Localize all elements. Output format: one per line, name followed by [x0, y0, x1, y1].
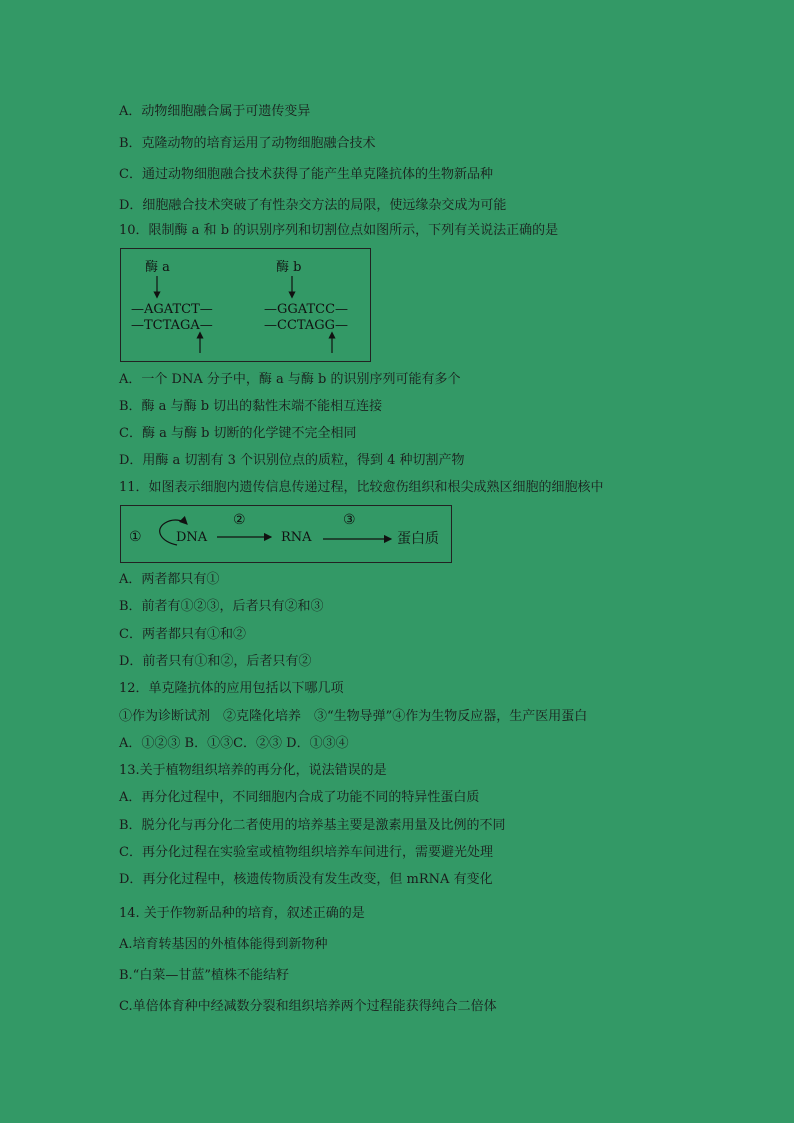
- enzyme-b-top-strand: —GGATCC—: [264, 302, 349, 317]
- q10-option-d: D．用酶 a 切割有 3 个识别位点的质粒，得到 4 种切割产物: [119, 453, 465, 468]
- rna-label: RNA: [281, 530, 312, 545]
- q14-option-c: C.单倍体育种中经减数分裂和组织培养两个过程能获得纯合二倍体: [119, 999, 497, 1014]
- q10-stem: 10．限制酶 a 和 b 的识别序列和切割位点如图所示，下列有关说法正确的是: [119, 223, 559, 238]
- q13-option-c: C．再分化过程在实验室或植物组织培养车间进行，需要避光处理: [119, 845, 493, 860]
- q10-option-a: A．一个 DNA 分子中，酶 a 与酶 b 的识别序列可能有多个: [119, 372, 461, 387]
- q9-option-c: C．通过动物细胞融合技术获得了能产生单克隆抗体的生物新品种: [119, 167, 493, 182]
- q13-option-a: A．再分化过程中，不同细胞内合成了功能不同的特异性蛋白质: [119, 790, 480, 805]
- dna-label: DNA: [176, 530, 208, 545]
- q12-options: A．①②③ B．①③C．②③ D．①③④: [119, 736, 349, 751]
- q10-enzyme-figure: [120, 248, 371, 362]
- q11-option-c: C．两者都只有①和②: [119, 627, 246, 642]
- circle-number-3: ③: [343, 512, 356, 528]
- enzyme-a-top-strand: —AGATCT—: [131, 302, 213, 317]
- q11-central-dogma-figure: [120, 505, 452, 563]
- q12-stem: 12．单克隆抗体的应用包括以下哪几项: [119, 681, 344, 696]
- q11-option-b: B．前者有①②③，后者只有②和③: [119, 599, 324, 614]
- q12-items: ①作为诊断试剂 ②克隆化培养 ③“生物导弹”④作为生物反应器，生产医用蛋白: [119, 709, 588, 724]
- q9-option-a: A．动物细胞融合属于可遗传变异: [119, 104, 311, 119]
- q14-option-b: B.“白菜—甘蓝”植株不能结籽: [119, 968, 289, 983]
- q10-option-b: B．酶 a 与酶 b 切出的黏性末端不能相互连接: [119, 399, 383, 414]
- enzyme-a-bottom-strand: —TCTAGA—: [131, 318, 213, 333]
- q13-option-b: B．脱分化与再分化二者使用的培养基主要是激素用量及比例的不同: [119, 818, 506, 833]
- circle-number-2: ②: [233, 512, 246, 528]
- enzyme-a-label: 酶 a: [145, 260, 170, 275]
- enzyme-b-bottom-strand: —CCTAGG—: [264, 318, 349, 333]
- q13-option-d: D．再分化过程中，核遗传物质没有发生改变，但 mRNA 有变化: [119, 872, 493, 887]
- q14-stem: 14. 关于作物新品种的培育，叙述正确的是: [119, 906, 365, 921]
- q11-option-d: D．前者只有①和②，后者只有②: [119, 654, 312, 669]
- q11-option-a: A．两者都只有①: [119, 572, 220, 587]
- q10-option-c: C．酶 a 与酶 b 切断的化学键不完全相同: [119, 426, 357, 441]
- q9-option-d: D．细胞融合技术突破了有性杂交方法的局限，使远缘杂交成为可能: [119, 198, 507, 213]
- q14-option-a: A.培育转基因的外植体能得到新物种: [119, 937, 328, 952]
- enzyme-b-label: 酶 b: [276, 260, 302, 275]
- q9-option-b: B．克隆动物的培育运用了动物细胞融合技术: [119, 136, 376, 151]
- q11-stem: 11．如图表示细胞内遗传信息传递过程，比较愈伤组织和根尖成熟区细胞的细胞核中: [119, 480, 604, 495]
- q13-stem: 13.关于植物组织培养的再分化，说法错误的是: [119, 763, 387, 778]
- circle-number-1: ①: [129, 529, 142, 545]
- protein-label: 蛋白质: [397, 531, 439, 547]
